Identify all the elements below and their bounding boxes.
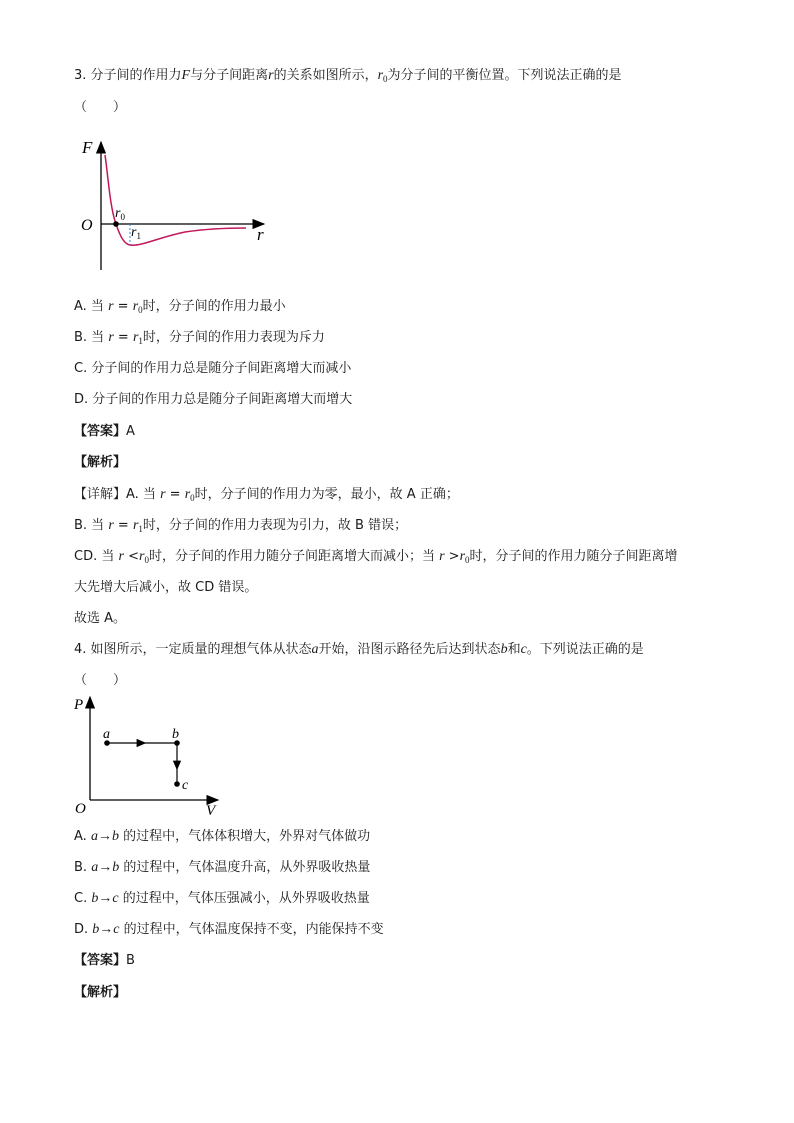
q4-option-A (74, 828, 370, 846)
subscript: 0 (190, 493, 195, 503)
subscript: 1 (138, 336, 143, 346)
q3-detail-line-5: 故选 A。 (74, 611, 127, 626)
detail-text: 时，分子间的作用力为零，最小，故 A 正确； (194, 487, 459, 502)
q4-label-b: b (172, 727, 179, 742)
var-r: r (459, 549, 466, 564)
q4-analysis-label: 【解析】 (74, 985, 127, 1000)
q3-var-r0: r (377, 68, 384, 83)
equals: = (113, 330, 133, 345)
var-b: b (500, 642, 508, 657)
q4-stem-text: 。下列说法正确的是 (526, 642, 644, 657)
q4-stem-text: 开始，沿图示路径先后达到状态 (318, 642, 501, 657)
option-text: B. (74, 860, 92, 875)
option-text: A. (74, 829, 91, 844)
var-r: r (108, 518, 114, 533)
option-text: D. (74, 922, 93, 937)
option-text: 的过程中，气体体积增大，外界对气体做功 (118, 829, 371, 844)
path-label: a→b (90, 829, 119, 844)
option-text: B. 当 (74, 330, 105, 345)
option-text: 的过程中，气体温度保持不变，内能保持不变 (119, 922, 384, 937)
path-label: b→c (92, 922, 120, 937)
answer-label: 【答案】 (74, 953, 127, 968)
q3-label-r: r (257, 225, 264, 244)
answer-label: 【答案】 (74, 424, 127, 439)
detail-text: B. 当 (74, 518, 105, 533)
q3-option-D: D. 分子间的作用力总是随分子间距离增大而增大 (74, 392, 353, 407)
equals: = (165, 487, 185, 502)
var-r: r (108, 299, 114, 314)
less-than: < (123, 549, 139, 564)
answer-value: B (126, 953, 135, 968)
q3-var-F: F (181, 68, 191, 83)
q3-stem-text: 为分子间的平衡位置。下列说法正确的是 (387, 68, 622, 83)
var-c: c (520, 642, 527, 657)
q4-option-D (74, 921, 384, 939)
q4-paren: （ ） (74, 673, 127, 688)
q3-label-r0: $r_0$ (115, 206, 125, 222)
equals: = (113, 518, 133, 533)
var-r: r (138, 549, 145, 564)
subscript: 0 (144, 555, 149, 565)
path-label: b→c (91, 891, 119, 906)
q4-label-V: V (206, 803, 216, 819)
q4-answer (74, 952, 135, 970)
detail-text: 【详解】A. 当 (74, 487, 156, 502)
q4-label-P: P (74, 697, 84, 713)
var-r: r (132, 330, 139, 345)
greater-than: > (444, 549, 460, 564)
path-label: a→b (91, 860, 120, 875)
detail-text: CD. 当 (74, 549, 115, 564)
var-r: r (160, 487, 166, 502)
var-a: a (311, 642, 319, 657)
q4-label-O: O (75, 801, 86, 817)
option-text: 时，分子间的作用力表现为斥力 (142, 330, 325, 345)
q3-var-r: r (268, 68, 274, 83)
q4-stem-text: 和 (507, 642, 521, 657)
q4-label-c: c (182, 778, 189, 793)
q3-analysis-label: 【解析】 (74, 455, 127, 470)
answer-value: A (126, 424, 135, 439)
subscript: 0 (465, 555, 470, 565)
q4-stem-text: 4. 如图所示，一定质量的理想气体从状态 (74, 642, 312, 657)
subscript: 1 (138, 524, 143, 534)
option-text: A. 当 (74, 299, 104, 314)
q3-label-O: O (81, 217, 93, 234)
q3-stem-text: 的关系如图所示， (273, 68, 378, 83)
q3-label-F: F (82, 138, 93, 157)
var-r: r (108, 330, 114, 345)
option-text: 的过程中，气体压强减小，从外界吸收热量 (118, 891, 370, 906)
q3-option-C: C. 分子间的作用力总是随分子间距离增大而减小 (74, 361, 352, 376)
detail-text: 时，分子间的作用力随分子间距离增大而减小；当 (148, 549, 435, 564)
q4-option-B (74, 859, 370, 877)
q3-stem-text: 3. 分子间的作用力 (74, 68, 182, 83)
detail-text: 时，分子间的作用力表现为引力，故 B 错误； (142, 518, 408, 533)
q4-option-C (74, 890, 370, 908)
q3-label-r1: $r_1$ (131, 225, 141, 241)
option-text: 时，分子间的作用力最小 (142, 299, 286, 314)
var-r: r (118, 549, 124, 564)
option-text: C. (74, 891, 92, 906)
var-r: r (132, 299, 139, 314)
detail-text: 时，分子间的作用力随分子间距离增 (469, 549, 678, 564)
var-r: r (132, 518, 139, 533)
equals: = (113, 299, 133, 314)
var-r: r (184, 487, 191, 502)
subscript: 0 (138, 305, 143, 315)
q3-paren: （ ） (74, 100, 127, 115)
q3-stem-text: 与分子间距离 (190, 68, 269, 83)
var-r: r (439, 549, 445, 564)
option-text: 的过程中，气体温度升高，从外界吸收热量 (119, 860, 371, 875)
q4-point-c (174, 781, 180, 787)
q3-detail-line-4: 大先增大后减小，故 CD 错误。 (74, 580, 258, 595)
q4-label-a: a (103, 727, 110, 742)
subscript: 0 (383, 74, 388, 84)
